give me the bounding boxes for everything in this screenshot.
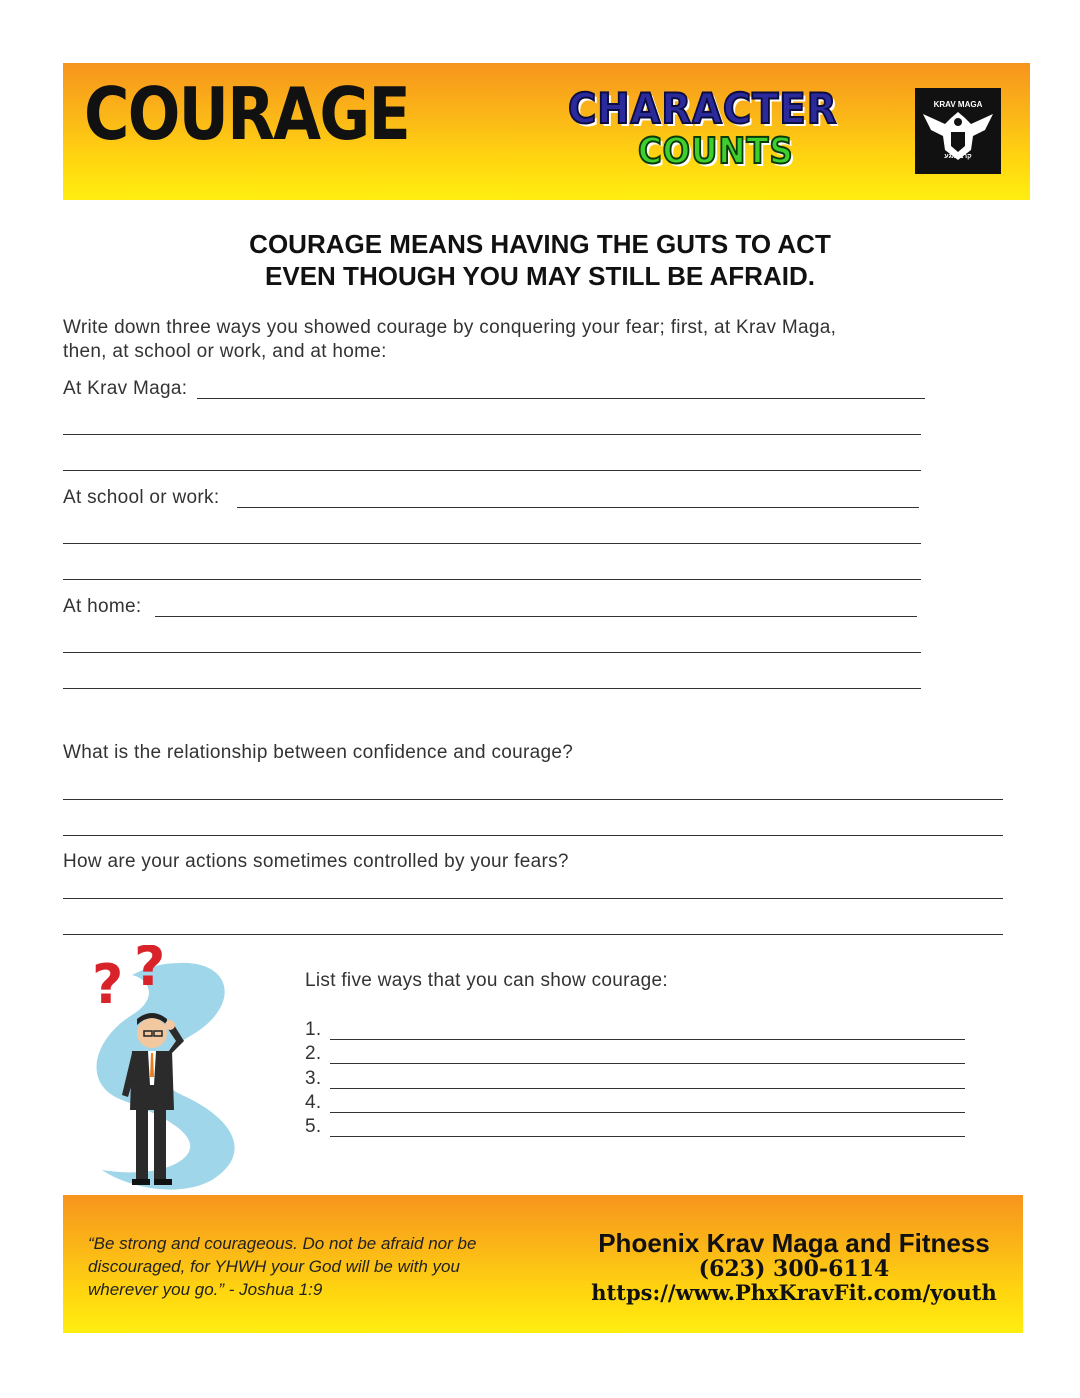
page-title: COURAGE bbox=[84, 72, 410, 156]
footer-quote: “Be strong and courageous. Do not be afraid nor be discouraged, for YHWH your God will be with you wherever you go.” - Joshua 1:9 bbox=[88, 1234, 477, 1299]
instructions-line-2: then, at school or work, and at home: bbox=[63, 341, 387, 362]
svg-text:?: ? bbox=[92, 953, 124, 1016]
answer-line-q1-1[interactable] bbox=[63, 799, 1003, 800]
org-phone: (623) 300-6114 bbox=[698, 1256, 890, 1282]
instructions-line-1: Write down three ways you showed courage by conquering your fear; first, at Krav Maga, bbox=[63, 317, 837, 338]
org-url[interactable]: https://www.PhxKravFit.com/youth bbox=[591, 1280, 997, 1305]
headline bbox=[0, 228, 1080, 292]
answer-line-q2-1[interactable] bbox=[63, 898, 1003, 899]
answer-line-krav-maga-2[interactable] bbox=[63, 434, 921, 435]
list-line-4[interactable] bbox=[330, 1112, 965, 1113]
answer-line-home-2[interactable] bbox=[63, 652, 921, 653]
question-confidence-courage: What is the relationship between confidence and courage? bbox=[63, 742, 574, 763]
list-number-1: 1. bbox=[305, 1019, 322, 1040]
list-number-4: 4. bbox=[305, 1092, 322, 1113]
logo-top-text: KRAV MAGA bbox=[933, 100, 983, 109]
brand-character: CHARACTER bbox=[568, 84, 838, 133]
list-line-3[interactable] bbox=[330, 1088, 965, 1089]
answer-line-school-3[interactable] bbox=[63, 579, 921, 580]
answer-line-q2-2[interactable] bbox=[63, 934, 1003, 935]
answer-line-school-1[interactable] bbox=[237, 507, 919, 508]
prompt-home: At home: bbox=[63, 596, 142, 617]
question-actions-fears: How are your actions sometimes controlled by your fears? bbox=[63, 851, 569, 872]
svg-text:?: ? bbox=[134, 945, 166, 998]
answer-line-home-1[interactable] bbox=[155, 616, 917, 617]
eagle-shield-icon bbox=[915, 88, 1001, 174]
list-number-5: 5. bbox=[305, 1116, 322, 1137]
logo-bottom-text: קרב מגע bbox=[944, 153, 972, 160]
brand-counts: COUNTS bbox=[638, 131, 794, 172]
list-number-2: 2. bbox=[305, 1043, 322, 1064]
list-line-2[interactable] bbox=[330, 1063, 965, 1064]
answer-line-q1-2[interactable] bbox=[63, 835, 1003, 836]
answer-line-krav-maga-3[interactable] bbox=[63, 470, 921, 471]
answer-line-home-3[interactable] bbox=[63, 688, 921, 689]
answer-line-krav-maga-1[interactable] bbox=[197, 398, 925, 399]
list-line-1[interactable] bbox=[330, 1039, 965, 1040]
prompt-krav-maga: At Krav Maga: bbox=[63, 378, 188, 399]
krav-maga-logo bbox=[915, 88, 1001, 174]
confused-businessman-icon bbox=[62, 945, 252, 1195]
headline-line-2: EVEN THOUGH YOU MAY STILL BE AFRAID. bbox=[265, 261, 815, 291]
answer-line-school-2[interactable] bbox=[63, 543, 921, 544]
prompt-school-work: At school or work: bbox=[63, 487, 220, 508]
list-number-3: 3. bbox=[305, 1068, 322, 1089]
list-heading: List five ways that you can show courage: bbox=[305, 970, 668, 991]
list-line-5[interactable] bbox=[330, 1136, 965, 1137]
headline-line-1: COURAGE MEANS HAVING THE GUTS TO ACT bbox=[249, 229, 831, 259]
org-name: Phoenix Krav Maga and Fitness bbox=[598, 1228, 990, 1258]
